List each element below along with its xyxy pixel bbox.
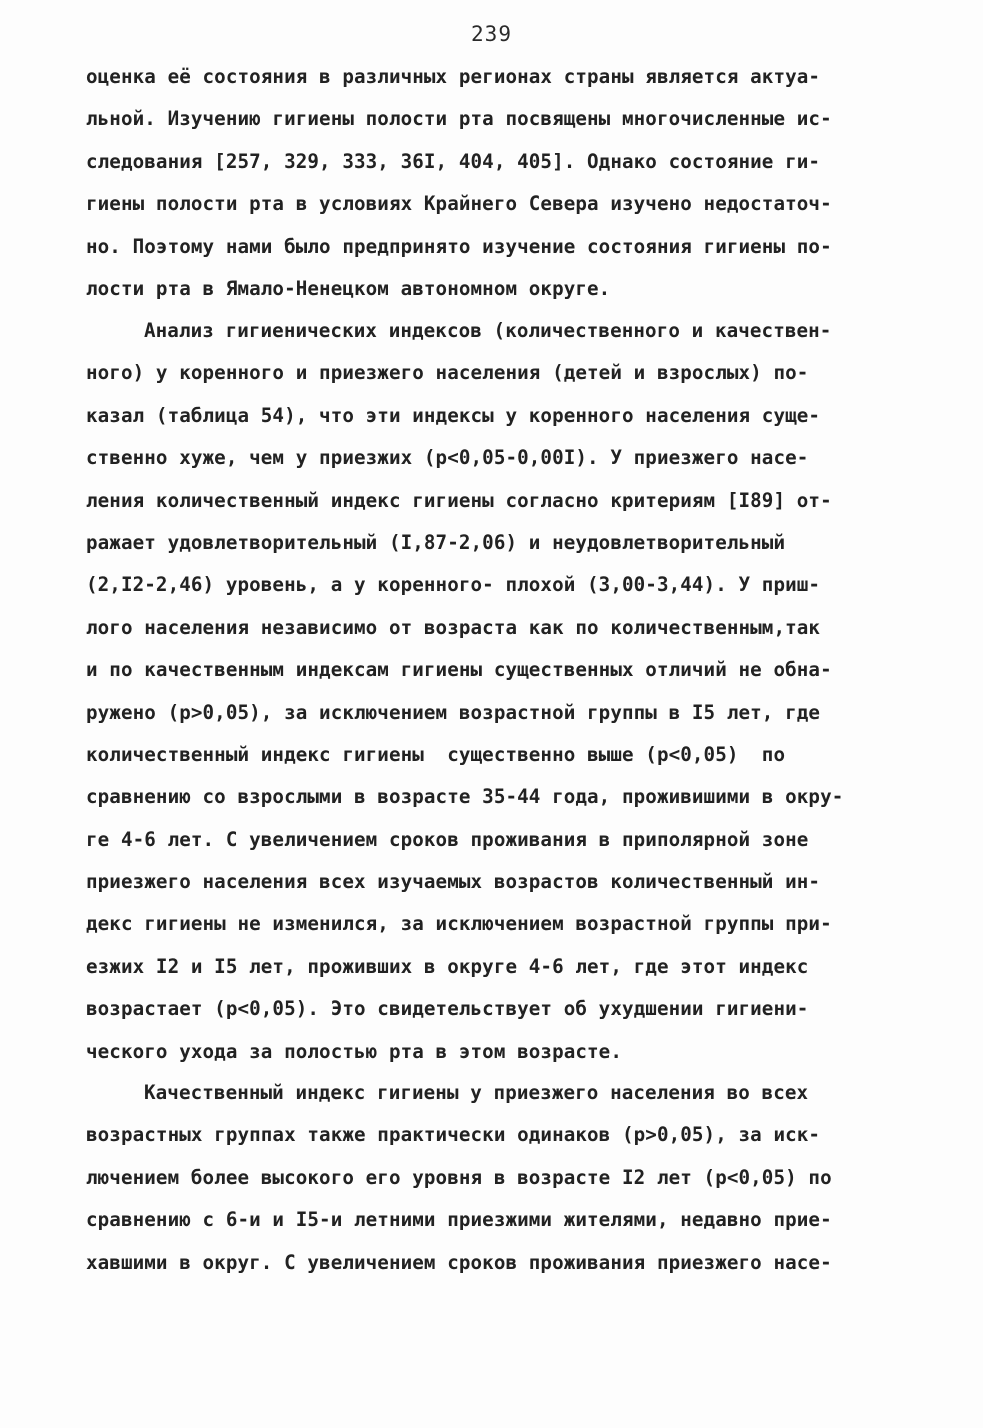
text-line: ружено (p>0,05), за исключением возрастной группы в I5 лет, где [86, 700, 821, 724]
paragraph-2 [86, 310, 906, 1073]
text-line: (2,I2-2,46) уровень, а у коренного- плохой (3,00-3,44). У приш- [86, 573, 821, 597]
paragraph-1 [86, 56, 906, 310]
text-line: сравнению с 6-и и I5-и летними приезжими жителями, недавно прие- [86, 1208, 832, 1232]
text-line: хавшими в округ. С увеличением сроков проживания приезжего насе- [86, 1250, 832, 1274]
text-line: следования [257, 329, 333, 36I, 404, 405]. Однако состояние ги- [86, 149, 821, 173]
text-line: гиены полости рта в условиях Крайнего Севера изучено недостаточ- [86, 192, 832, 216]
text-line: казал (таблица 54), что эти индексы у коренного населения суще- [86, 403, 821, 427]
text-line: ного) у коренного и приезжего населения (детей и взрослых) по- [86, 361, 809, 385]
text-line: лючением более высокого его уровня в возрасте I2 лет (p<0,05) по [86, 1165, 832, 1189]
text-line: и по качественным индексам гигиены существенных отличий не обна- [86, 658, 832, 682]
text-line: езжих I2 и I5 лет, проживших в округе 4-6 лет, где этот индекс [86, 954, 809, 978]
text-line: льной. Изучению гигиены полости рта посвящены многочисленные ис- [86, 107, 832, 131]
text-line: ге 4-6 лет. С увеличением сроков проживания в приполярной зоне [86, 827, 809, 851]
text-line: Анализ гигиенических индексов (количественного и качествен- [144, 319, 832, 342]
text-line: ления количественный индекс гигиены согласно критериям [I89] от- [86, 488, 832, 512]
page-number: 239 [471, 22, 512, 46]
text-line: оценка её состояния в различных регионах страны является актуа- [86, 65, 821, 88]
text-line: но. Поэтому нами было предпринято изучение состояния гигиены по- [86, 234, 832, 258]
text-line: количественный индекс гигиены существенно выше (p<0,05) по [86, 742, 786, 766]
text-line: лого населения независимо от возраста как по количественным,так [86, 615, 821, 639]
text-line: ческого ухода за полостью рта в этом возрасте. [86, 1039, 622, 1063]
text-line: лости рта в Ямало-Ненецком автономном округе. [86, 276, 611, 300]
text-line: декс гигиены не изменился, за исключением возрастной группы при- [86, 912, 832, 936]
text-line: ражает удовлетворительный (I,87-2,06) и неудовлетворительный [86, 530, 786, 554]
text-line: ственно хуже, чем у приезжих (p<0,05-0,00I). У приезжего насе- [86, 446, 809, 470]
text-line: сравнению со взрослыми в возрасте 35-44 года, проживишими в окру- [86, 785, 844, 809]
text-line: Качественный индекс гигиены у приезжего населения во всех [144, 1081, 809, 1104]
paragraph-3 [86, 1072, 906, 1284]
text-line: приезжего населения всех изучаемых возрастов количественный ин- [86, 870, 821, 894]
text-line: возрастных группах также практически одинаков (p>0,05), за иск- [86, 1123, 821, 1147]
text-line: возрастает (p<0,05). Это свидетельствует об ухудшении гигиени- [86, 997, 809, 1021]
